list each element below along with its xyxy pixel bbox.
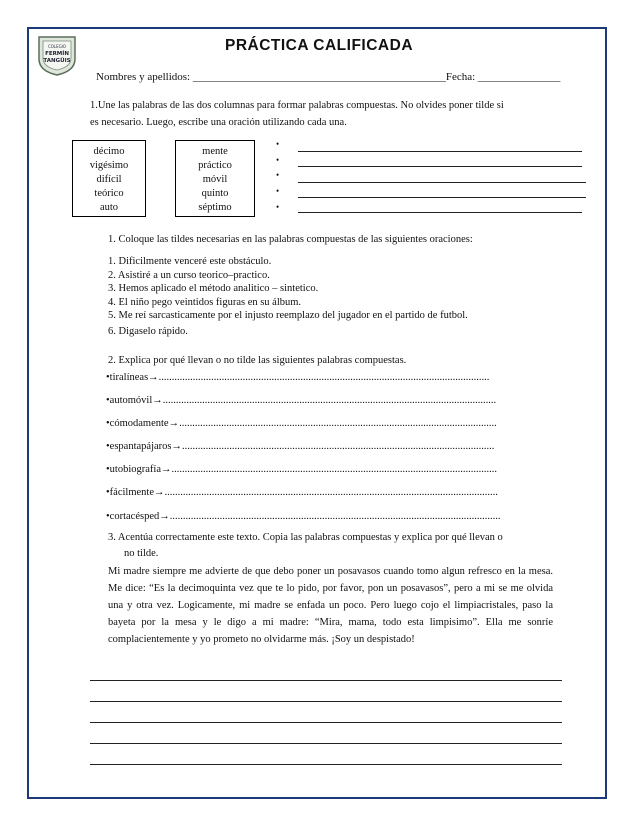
exercise3-heading-line1: 3. Acentúa correctamente este texto. Copia las palabras compuestas y explica por qué llevan o (108, 532, 503, 543)
bullet-icon: • (276, 202, 280, 212)
bullet-icon: • (276, 170, 280, 180)
sentence-item: 5. Me reí sarcasticamente por el injusto reemplazo del jugador en el partido de futbol. (108, 310, 468, 321)
column-b-word: séptimo (198, 202, 232, 213)
column-a-word: auto (99, 202, 119, 213)
svg-text:TANGÜIS: TANGÜIS (43, 58, 71, 64)
sentence-item: 6. Digaselo rápido. (108, 326, 188, 337)
page-title: PRÁCTICA CALIFICADA (224, 37, 414, 54)
explain-item[interactable]: •espantapájaros→....................................................................................................................... (106, 441, 495, 452)
explain-item[interactable]: •cómodamente→......................................................................................................................... (106, 418, 497, 429)
explain-item[interactable]: •automóvil→............................................................................................................................... (106, 395, 497, 406)
exercise1-instruction-line2: es necesario. Luego, escribe una oración utilizando cada una. (90, 117, 347, 128)
exercise1-instruction-line1: 1.Une las palabras de las dos columnas para formar palabras compuestas. No olvides poner tilde si (90, 100, 504, 111)
svg-text:FERMÍN: FERMÍN (45, 51, 69, 57)
svg-text:COLEGIO: COLEGIO (47, 44, 67, 49)
tildes-heading: 1. Coloque las tildes necesarias en las palabras compuestas de las siguientes oraciones: (108, 234, 473, 245)
name-date-line: Nombres y apellidos: ______________________________________________Fecha: _______________ (96, 71, 561, 83)
sentence-item: 4. El niño pego veintidos figuras en su álbum. (108, 297, 302, 308)
column-a-word: vigésimo (89, 160, 129, 171)
bullet-icon: • (276, 186, 280, 196)
exercise2-heading: 2. Explica por qué llevan o no tilde las siguientes palabras compuestas. (108, 355, 407, 366)
word-column-a (72, 140, 146, 217)
exercise3-paragraph: Mi madre siempre me advierte de que debo poner un posavasos cuando tomo algun refresco en la mesa. Me dice: “Es la decimoquinta vez que te lo pido, por favor, pon un posavasos”, pero a mi se me olvida una y otra vez. Logicamente, mi madre se enfada un poco. Pero luego cojo el limpiacristales, paso la bayeta por la mesa y le digo a mi madre: “Mira, mama, todo esta limpisimo”. Ella me sonríe complacientemente y yo prometo no olvidarme más. ¡Soy un despistado! (108, 566, 553, 645)
answer-line[interactable] (298, 212, 582, 213)
column-b-word: práctico (198, 160, 232, 171)
sentence-item: 1. Dificilmente venceré este obstáculo. (108, 256, 272, 267)
answer-line[interactable] (298, 182, 586, 183)
writing-line[interactable] (90, 701, 562, 702)
explain-item[interactable]: •tiralíneas→.............................................................................................................................. (106, 372, 490, 383)
explain-item[interactable]: •utobiografía→............................................................................................................................ (106, 464, 497, 475)
column-a-word: difícil (96, 174, 122, 185)
explain-item[interactable]: •fácilmente→............................................................................................................................... (106, 487, 498, 498)
writing-line[interactable] (90, 722, 562, 723)
writing-line[interactable] (90, 764, 562, 765)
answer-line[interactable] (298, 197, 586, 198)
column-a-word: décimo (93, 146, 125, 157)
column-a-word: teórico (94, 188, 124, 199)
exercise3-heading-line2: no tilde. (124, 548, 159, 559)
bullet-icon: • (276, 139, 280, 149)
bullet-icon: • (276, 155, 280, 165)
sentence-item: 3. Hemos aplicado el método analitico – sintetico. (108, 283, 319, 294)
sentence-item: 2. Asistiré a un curso teorico–practico. (108, 270, 270, 281)
writing-line[interactable] (90, 680, 562, 681)
word-column-b (175, 140, 255, 217)
explain-item[interactable]: •cortacésped→.............................................................................................................................. (106, 511, 501, 522)
answer-line[interactable] (298, 151, 582, 152)
column-b-word: quinto (201, 188, 229, 199)
writing-line[interactable] (90, 743, 562, 744)
column-b-word: mente (202, 146, 228, 157)
column-b-word: móvil (202, 174, 228, 185)
answer-line[interactable] (298, 166, 582, 167)
